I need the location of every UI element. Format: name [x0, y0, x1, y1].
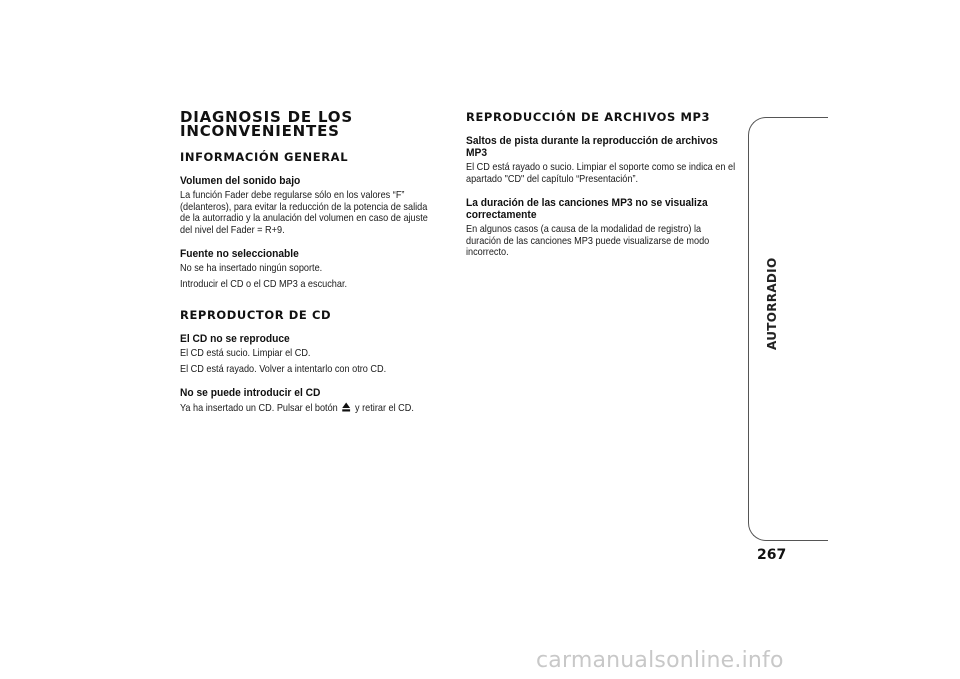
source-title: Fuente no seleccionable	[180, 248, 299, 260]
cd-player-heading: REPRODUCTOR DE CD	[180, 308, 332, 322]
source-text-2: Introducir el CD o el CD MP3 a escuchar.	[180, 277, 348, 290]
section-title: DIAGNOSIS DE LOS INCONVENIENTES	[180, 108, 353, 140]
cd-insert-text-before: Ya ha insertado un CD. Pulsar el botón	[180, 402, 338, 414]
source-text-1: No se ha insertado ningún soporte.	[180, 262, 323, 274]
general-info-heading: INFORMACIÓN GENERAL	[180, 150, 349, 164]
watermark-text: carmanualsonline.info	[536, 648, 784, 673]
cd-scratched-text: El CD está rayado. Volver a intentarlo con otro CD.	[180, 362, 387, 375]
right-column	[466, 110, 740, 263]
mp3-heading: REPRODUCCIÓN DE ARCHIVOS MP3	[466, 110, 711, 124]
cd-insert-text-after: y retirar el CD.	[355, 402, 414, 414]
chapter-tab	[748, 117, 828, 541]
low-volume-text: La función Fader debe regularse sólo en los valores “F” (delanteros), para evitar la reducción de la potencia de salida de la autorradio y la anulación del volumen en caso de ajuste del nivel del Fader = R+9.	[180, 189, 428, 236]
left-column	[180, 110, 442, 419]
low-volume-title: Volumen del sonido bajo	[180, 175, 301, 187]
cd-insert-text	[180, 402, 440, 415]
cd-not-playing-title: El CD no se reproduce	[180, 333, 290, 345]
page-number: 267	[757, 547, 787, 563]
chapter-label: AUTORRADIO	[765, 257, 779, 350]
track-skip-title: Saltos de pista durante la reproducción de archivos MP3	[466, 135, 718, 159]
cd-dirty-text: El CD está sucio. Limpiar el CD.	[180, 347, 311, 359]
track-skip-text: El CD está rayado o sucio. Limpiar el soporte como se indica en el apartado "CD" del capítulo “Presentación”.	[466, 161, 736, 185]
duration-text: En algunos casos (a causa de la modalidad de registro) la duración de las canciones MP3 puede visualizarse de modo incorrecto.	[466, 223, 710, 258]
cd-insert-title: No se puede introducir el CD	[180, 387, 321, 399]
duration-title: La duración de las canciones MP3 no se visualiza correctamente	[466, 197, 708, 221]
eject-icon	[342, 402, 351, 412]
